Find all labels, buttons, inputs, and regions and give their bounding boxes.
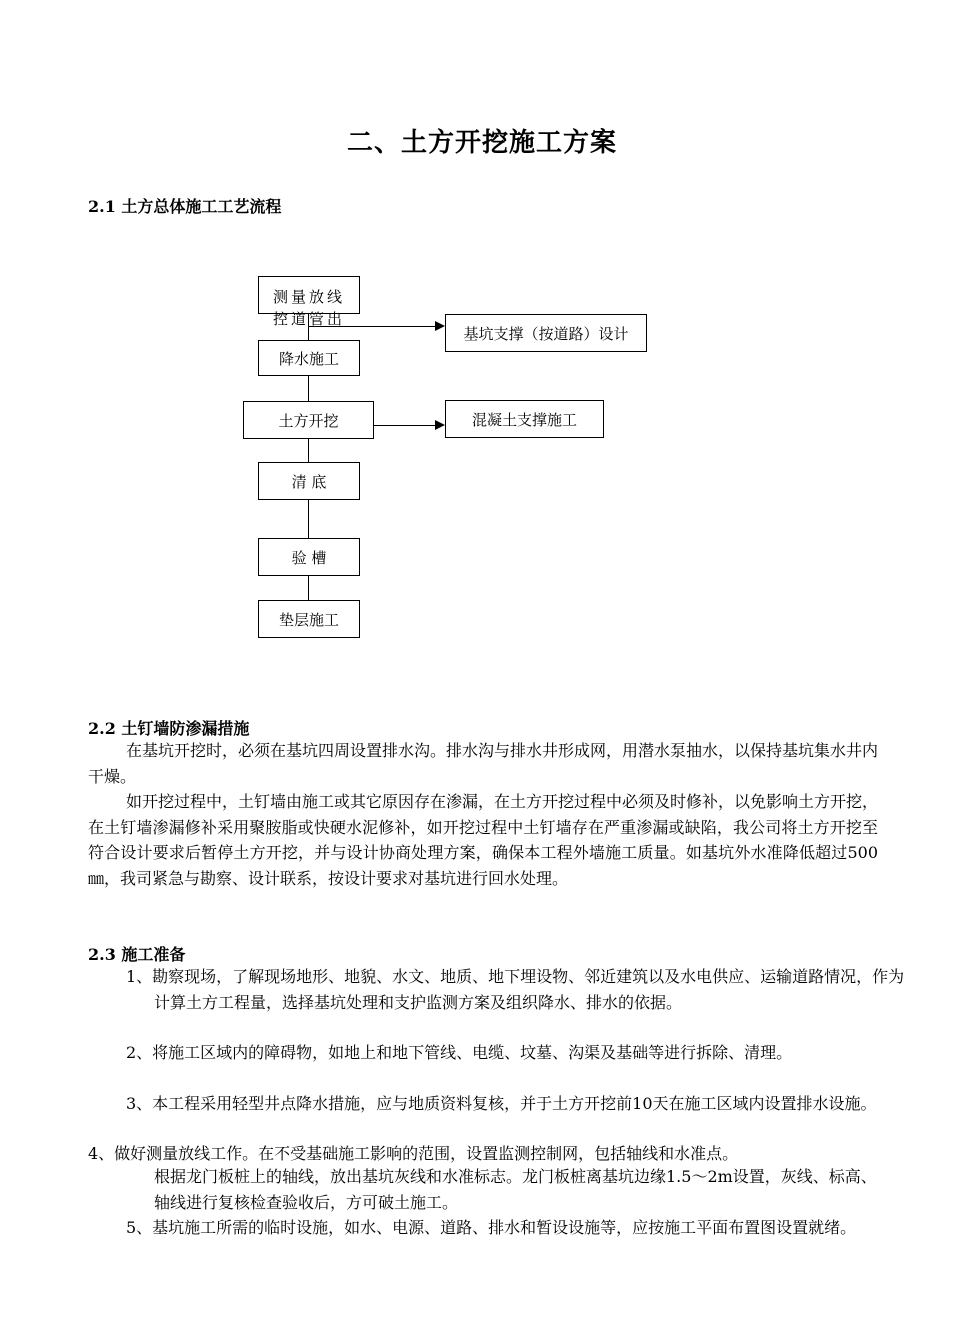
- paragraph-drainage: 在基坑开挖时，必须在基坑四周设置排水沟。排水沟与排水井形成网，用潜水泵抽水，以保持基坑集水井内干燥。: [88, 741, 879, 786]
- list-item: 2、将施工区域内的障碍物，如地上和地下管线、电缆、坟墓、沟渠及基础等进行拆除、清理。: [126, 1043, 793, 1062]
- flow-box-survey: 测量放线 控道管出: [258, 276, 360, 314]
- page-title: 二、土方开挖施工方案: [346, 128, 617, 158]
- list-item: 5、基坑施工所需的临时设施，如水、电源、道路、排水和暂设设施等，应按施工平面布置图设置就绪。: [126, 1218, 857, 1237]
- list-item: 3、本工程采用轻型井点降水措施，应与地质资料复核，并于土方开挖前10天在施工区域内设置排水设施。: [126, 1094, 877, 1113]
- flow-box-support-design: 基坑支撑（按道路）设计: [445, 314, 647, 352]
- connector-line: [308, 576, 309, 600]
- paragraph-leakage-repair: 如开挖过程中，土钉墙由施工或其它原因存在渗漏，在土方开挖过程中必须及时修补，以免影响土方开挖，在土钉墙渗漏修补采用聚胺脂或快硬水泥修补，如开挖过程中土钉墙存在严重渗漏或缺陷，我公司将土方开挖至符合设计要求后暂停土方开挖，并与设计协商处理方案，确保本工程外墙施工质量。如基坑外水准降低超过500㎜，我司紧急与勘察、设计联系，按设计要求对基坑进行回水处理。: [88, 792, 879, 888]
- list-item-continuation: 根据龙门板桩上的轴线，放出基坑灰线和水准标志。龙门板桩离基坑边缘1.5～2m设置，灰线、标高、轴线进行复核检查验收后，方可破土施工。: [154, 1167, 877, 1212]
- arrowhead-icon: [435, 321, 445, 331]
- flow-box-excavation: 土方开挖: [243, 401, 374, 439]
- list-item: 1、勘察现场，了解现场地形、地貌、水文、地质、地下埋设物、邻近建筑以及水电供应、运输道路情况，作为计算土方工程量，选择基坑处理和支护监测方案及组织降水、排水的依据。: [126, 967, 905, 1012]
- arrow-line: [374, 425, 436, 426]
- flow-box-trench-inspection: 验 槽: [258, 538, 360, 576]
- connector-line: [308, 376, 309, 402]
- flow-box-cushion-layer: 垫层施工: [258, 600, 360, 638]
- section-heading-process-flow: 2.1 土方总体施工工艺流程: [88, 197, 282, 216]
- list-item: 4、做好测量放线工作。在不受基础施工影响的范围，设置监测控制网，包括轴线和水准点。: [88, 1144, 739, 1163]
- flow-box-bottom-cleaning: 清 底: [258, 462, 360, 500]
- flow-box-concrete-support: 混凝土支撑施工: [445, 400, 604, 438]
- section-heading-preparation: 2.3 施工准备: [88, 945, 186, 964]
- flow-box-dewatering: 降水施工: [258, 340, 360, 376]
- arrowhead-icon: [435, 420, 445, 430]
- section-heading-leakage-prevention: 2.2 土钉墙防渗漏措施: [88, 719, 250, 738]
- connector-line: [308, 438, 309, 462]
- connector-line: [308, 500, 309, 538]
